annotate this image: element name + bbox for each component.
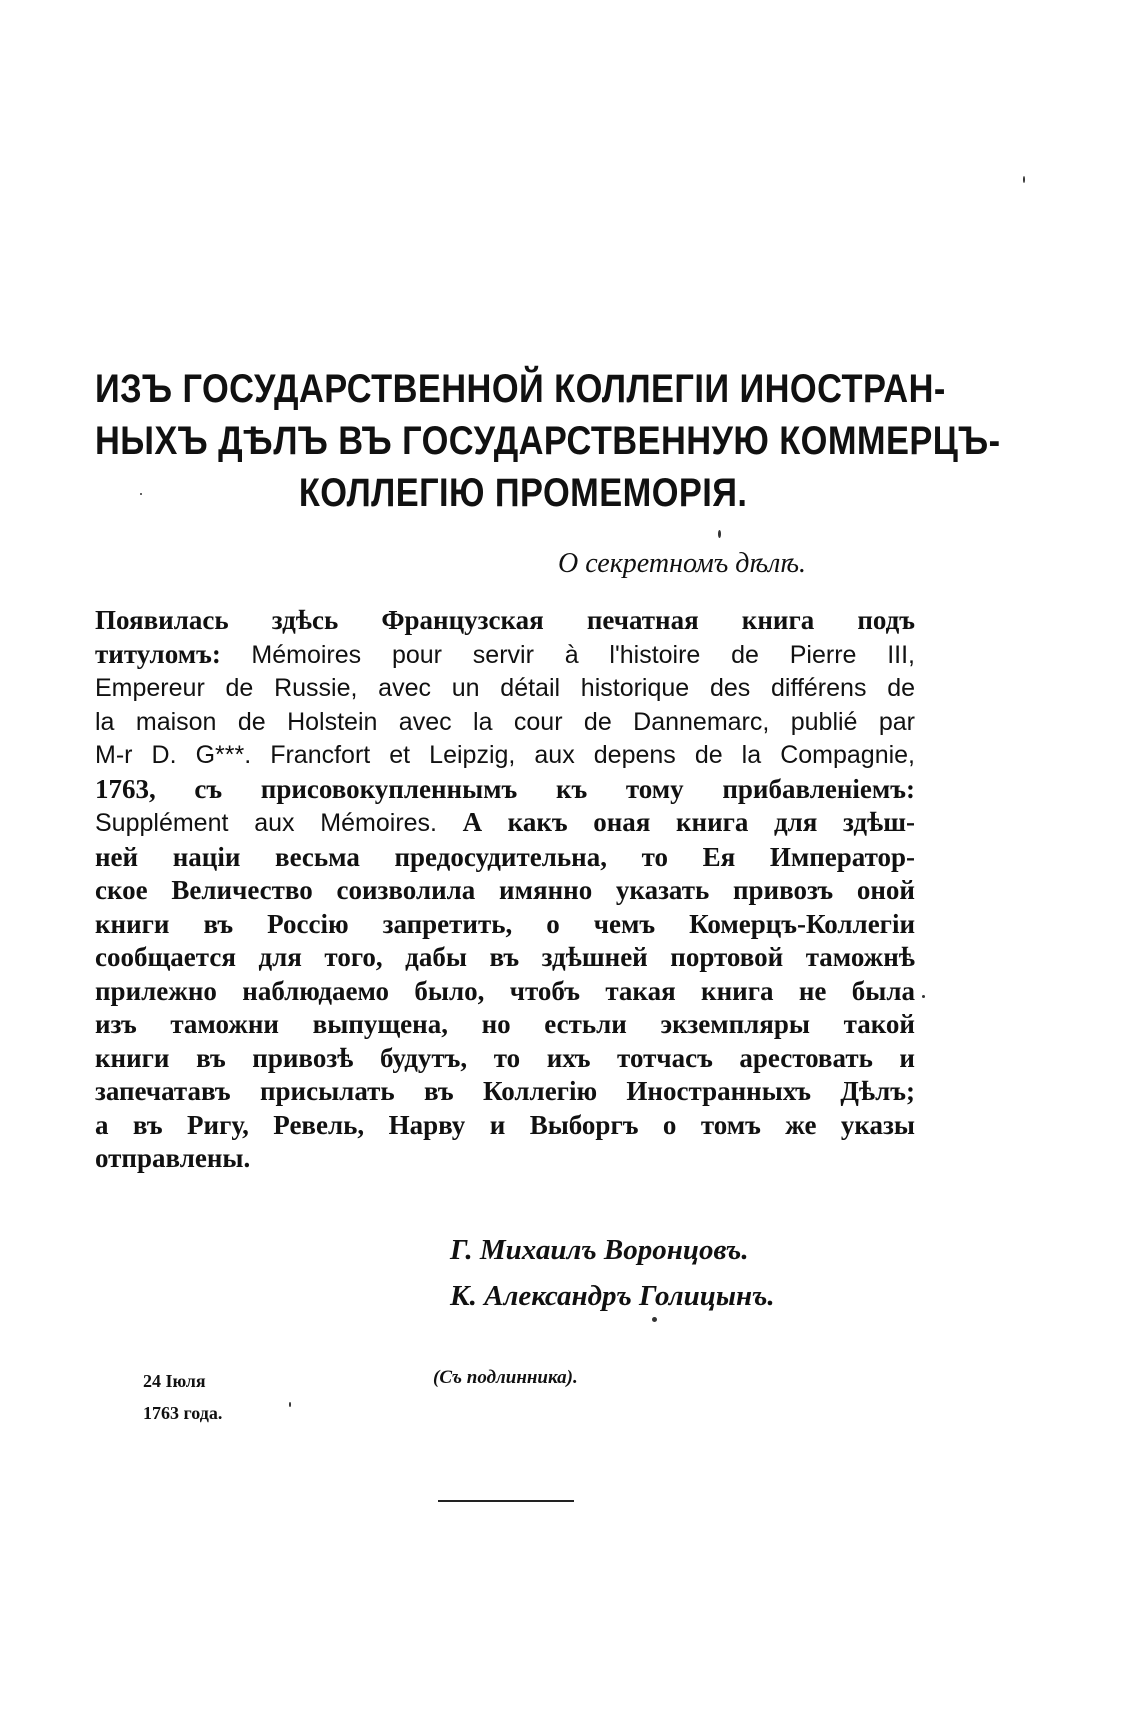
end-rule-divider [438,1500,574,1502]
print-speck [140,493,142,495]
title-line-3: КОЛЛЕГІЮ ПРОМЕМОРІЯ. [298,471,748,515]
body-line: а въ Ригу, Ревель, Нарву и Выборгъ о томъ же указы [95,1109,915,1140]
body-line: ское Величество соизволила имянно указать привозъ оной [95,875,915,905]
body-line [95,806,915,841]
body-paragraph [95,604,915,1176]
body-line: книги въ привозѣ будутъ, то ихъ тотчасъ арестовать и [95,1042,915,1073]
body-line-fr: Empereur de Russie, avec un détail historique des différens de [95,674,915,702]
title-line-1: ИЗЪ ГОСУДАРСТВЕННОЙ КОЛЛЕГІИ ИНОСТРАН- [95,367,946,411]
body-line-fr: Mémoires pour servir à l'histoire de Pierre III, [251,640,916,669]
body-line-fr: Supplément aux Mémoires. [95,809,437,837]
body-line: изъ таможни выпущена, но естьли экземпляры такой [95,1009,915,1039]
print-speck [718,530,721,538]
document-date [143,1365,222,1429]
body-line: 1763, съ присовокупленнымъ къ тому прибавленіемъ: [95,773,915,804]
document-subtitle: О секретномъ дѣлѣ. [558,548,807,579]
body-line-fr: la maison de Holstein avec la cour de Dannemarc, publié par [95,707,915,736]
document-title [95,363,1001,519]
print-speck [289,1402,291,1407]
body-line: запечатавъ присылать въ Коллегію Иностранныхъ Дѣлъ; [95,1076,915,1106]
signature-golitsyn: К. Александръ Голицынъ. [450,1280,775,1312]
title-line-2: НЫХЪ ДѢЛЪ ВЪ ГОСУДАРСТВЕННУЮ КОММЕРЦЪ- [95,419,1001,463]
signature-block [450,1227,775,1319]
date-day-month: 24 Іюля [143,1371,206,1391]
body-line: книги въ Россію запретить, о чемъ Комерцъ-Коллегіи [95,908,915,939]
signature-vorontsov: Г. Михаилъ Воронцовъ. [450,1234,749,1266]
body-line: отправлены. [95,1143,251,1173]
print-speck [922,995,925,998]
body-line-ru: А какъ оная книга для здѣш- [462,807,916,837]
body-line [95,638,915,673]
body-line: ней націи весьма предосудительна, то Ея Император- [95,841,915,872]
body-line: сообщается для того, дабы въ здѣшней портовой таможнѣ [95,942,915,972]
body-line: Появилась здѣсь Французская печатная книга подъ [95,605,915,635]
print-speck [1023,176,1025,183]
body-line-fr: M-r D. G***. Francfort et Leipzig, aux depens de la Compagnie, [95,741,915,769]
body-line-ru: титуломъ: [95,638,221,669]
source-note: (Съ подлинника). [433,1367,578,1388]
print-speck [652,1317,657,1322]
date-year: 1763 года. [143,1403,223,1423]
body-line: прилежно наблюдаемо было, чтобъ такая книга не была [95,975,915,1006]
